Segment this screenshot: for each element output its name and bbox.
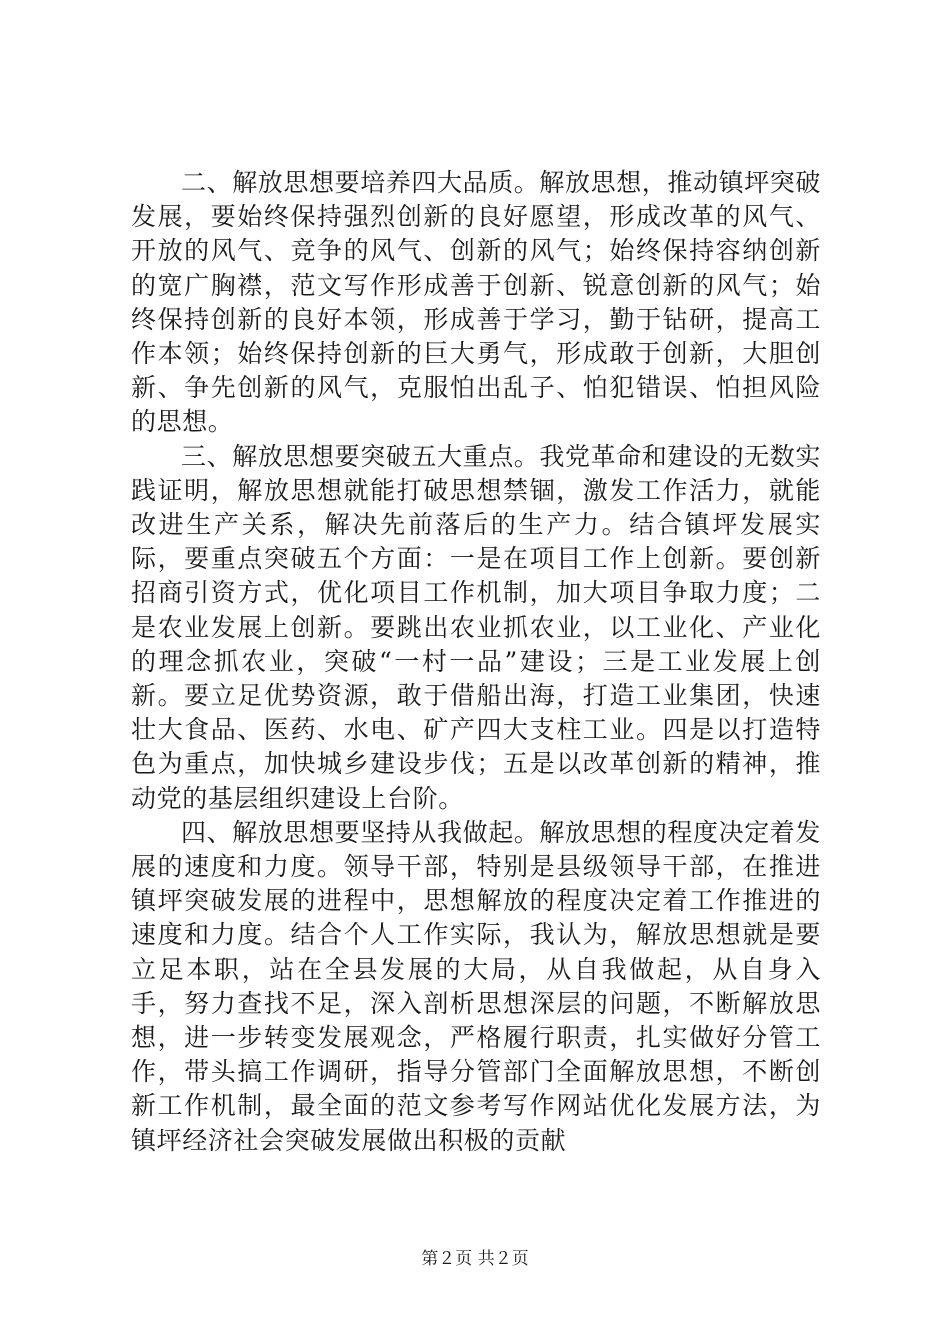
paragraph-start-from-me: 四、解放思想要坚持从我做起。解放思想的程度决定着发展的速度和力度。领导干部，特别是县级领导干部，在推进镇坪突破发展的进程中，思想解放的程度决定着工作推进的速度和力度。结合个人工作实际，我认为，解放思想就是要立足本职，站在全县发展的大局，从自我做起，从自身入手，努力查找不足，深入剖析思想深层的问题，不断解放思想，进一步转变发展观念，严格履行职责，扎实做好分管工作，带头搞工作调研，指导分管部门全面解放思想，不断创新工作机制，最全面的范文参考写作网站优化发展方法，为镇坪经济社会突破发展做出积极的贡献 <box>131 817 822 1155</box>
document-body <box>131 166 821 1158</box>
paragraph-quality: 二、解放思想要培养四大品质。解放思想，推动镇坪突破发展，要始终保持强烈创新的良好愿望，形成改革的风气、开放的风气、竞争的风气、创新的风气；始终保持容纳创新的宽广胸襟，范文写作形成善于创新、锐意创新的风气；始终保持创新的良好本领，形成善于学习，勤于钻研，提高工作本领；始终保持创新的巨大勇气，形成敢于创新，大胆创新、争先创新的风气，克服怕出乱子、怕犯错误、怕担风险的思想。 <box>131 168 822 437</box>
paragraph-key-points: 三、解放思想要突破五大重点。我党革命和建设的无数实践证明，解放思想就能打破思想禁锢，激发工作活力，就能改进生产关系，解决先前落后的生产力。结合镇坪发展实际，要重点突破五个方面：一是在项目工作上创新。要创新招商引资方式，优化项目工作机制，加大项目争取力度；二是农业发展上创新。要跳出农业抓农业，以工业化、产业化的理念抓农业，突破“一村一品”建设；三是工业发展上创新。要立足优势资源，敢于借船出海，打造工业集团，快速壮大食品、医药、水电、矿产四大支柱工业。四是以打造特色为重点，加快城乡建设步伐；五是以改革创新的精神，推动党的基层组织建设上台阶。 <box>131 441 822 813</box>
page-number-footer: 第２页 共２页 <box>421 1249 529 1269</box>
